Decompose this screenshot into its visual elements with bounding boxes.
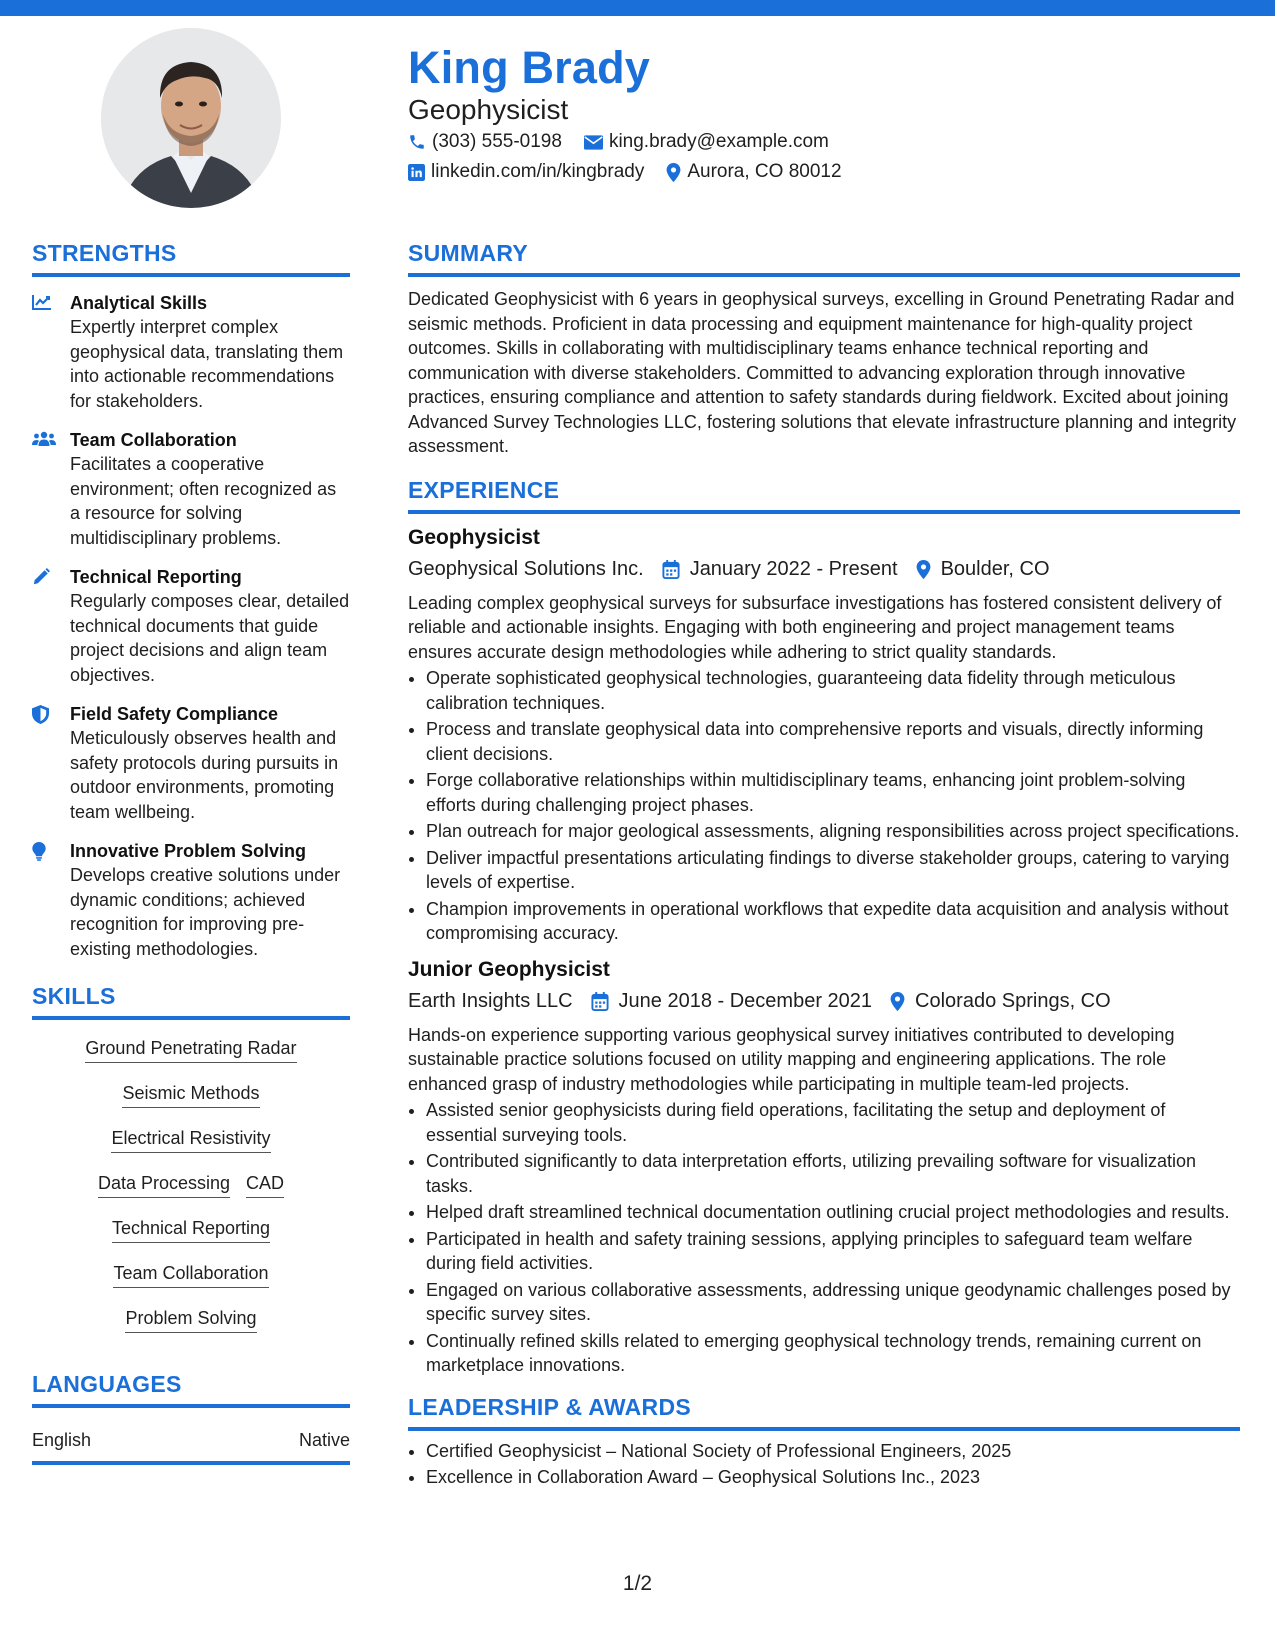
chart-line-icon <box>32 294 52 310</box>
list-item: • Deliver impactful presentations articulating findings to diverse stakeholder groups, catering to varying levels of expertise. <box>426 846 1240 895</box>
job-company: Earth Insights LLC <box>408 989 573 1012</box>
language-item <box>32 1430 350 1451</box>
summary-heading: SUMMARY <box>408 240 529 266</box>
skills-heading: SKILLS <box>32 983 116 1009</box>
envelope-icon <box>584 135 603 150</box>
skill-tag: Technical Reporting <box>112 1216 270 1243</box>
location-text: Aurora, CO 80012 <box>687 161 842 182</box>
contact-row-1 <box>408 131 851 153</box>
contact-row-2 <box>408 161 864 183</box>
location-contact <box>666 161 841 183</box>
section-divider <box>32 1016 350 1020</box>
phone-contact[interactable] <box>408 131 562 153</box>
skill-tag: Data Processing <box>98 1171 230 1198</box>
strength-item <box>32 428 350 550</box>
strength-description: Facilitates a cooperative environment; often recognized as a resource for solving multidisciplinary problems. <box>70 454 337 548</box>
linkedin-text: linkedin.com/in/kingbrady <box>431 161 645 182</box>
strength-description: Develops creative solutions under dynamic conditions; achieved recognition for improving pre-existing methodologies. <box>70 865 341 959</box>
strength-item <box>32 565 350 687</box>
map-pin-icon <box>916 560 931 579</box>
section-divider <box>32 273 350 277</box>
section-divider <box>408 1427 1240 1431</box>
job-entry <box>408 526 1240 946</box>
lightbulb-icon <box>32 842 46 861</box>
skills-list <box>32 1036 350 1333</box>
job-dates <box>591 990 873 1013</box>
summary-text: Dedicated Geophysicist with 6 years in geophysical surveys, excelling in Ground Penetrating Radar and seismic methods. Proficient in data processing and equipment maintenance for high-quality project outcomes. Skills in collaborating with multidisciplinary teams enhance technical reporting and communication with diverse stakeholders. Committed to advancing exploration through innovative practices, ensuring compliance and attention to safety standards during fieldwork. Excited about joining Advanced Survey Technologies LLC, fostering solutions that elevate infrastructure planning and integrity assessment. <box>408 289 1237 456</box>
strength-title: Analytical Skills <box>70 293 208 313</box>
job-meta <box>408 990 1240 1013</box>
job-bullets <box>408 1098 1240 1378</box>
linkedin-contact[interactable] <box>408 161 644 183</box>
strength-description: Meticulously observes health and safety protocols during pursuits in outdoor environments, promoting team wellbeing. <box>70 728 339 822</box>
job-dates-text: January 2022 - Present <box>689 557 898 580</box>
language-proficiency-bar <box>32 1461 350 1465</box>
strength-description: Expertly interpret complex geophysical data, translating them into actionable recommendations for stakeholders. <box>70 317 344 411</box>
language-name: English <box>32 1430 92 1450</box>
linkedin-icon <box>408 164 425 181</box>
skill-tag: Electrical Resistivity <box>111 1126 270 1153</box>
list-item: • Participated in health and safety training sessions, applying principles to safeguard team welfare during field activities. <box>426 1227 1240 1276</box>
strength-description: Regularly composes clear, detailed technical documents that guide project decisions and align team objectives. <box>70 591 350 685</box>
users-icon <box>32 431 56 447</box>
profile-photo <box>101 28 281 208</box>
job-entry <box>408 958 1240 1378</box>
list-item: • Contributed significantly to data interpretation efforts, utilizing prevailing software for visualization tasks. <box>426 1149 1240 1198</box>
list-item: • Operate sophisticated geophysical technologies, guaranteeing data fidelity through meticulous calibration techniques. <box>426 666 1240 715</box>
skill-tag: Seismic Methods <box>122 1081 259 1108</box>
job-location-text: Colorado Springs, CO <box>915 989 1111 1012</box>
awards-heading: LEADERSHIP & AWARDS <box>408 1393 692 1420</box>
job-title: Junior Geophysicist <box>408 957 610 981</box>
list-item: • Continually refined skills related to emerging geophysical technology trends, remaining current on marketplace innovations. <box>426 1329 1240 1378</box>
skill-tag: Problem Solving <box>125 1306 256 1333</box>
job-location-text: Boulder, CO <box>940 557 1050 580</box>
section-divider <box>408 273 1240 277</box>
list-item: • Certified Geophysicist – National Society of Professional Engineers, 2025 <box>426 1439 1240 1464</box>
list-item: • Excellence in Collaboration Award – Geophysical Solutions Inc., 2023 <box>426 1465 1240 1490</box>
list-item: • Assisted senior geophysicists during field operations, facilitating the setup and deployment of essential surveying tools. <box>426 1098 1240 1147</box>
job-summary: Hands-on experience supporting various geophysical survey initiatives contributed to developing sustainable practice solutions focused on utility mapping and engineering applications. The role enhanced grasp of industry methodologies while participating in multiple team-led projects. <box>408 1024 1175 1094</box>
strength-title: Field Safety Compliance <box>70 704 279 724</box>
section-divider <box>32 1404 350 1408</box>
job-meta <box>408 558 1240 581</box>
email-text: king.brady@example.com <box>608 131 829 152</box>
skill-tag: Team Collaboration <box>113 1261 268 1288</box>
skill-tag: Ground Penetrating Radar <box>85 1036 296 1063</box>
strengths-heading: STRENGTHS <box>32 240 177 266</box>
list-item: • Process and translate geophysical data into comprehensive reports and visuals, directly informing client decisions. <box>426 717 1240 766</box>
experience-heading: EXPERIENCE <box>408 476 560 503</box>
email-contact[interactable] <box>584 131 829 153</box>
job-location <box>890 990 1111 1013</box>
list-item: • Helped draft streamlined technical documentation outlining crucial project methodologies and results. <box>426 1200 1240 1225</box>
section-divider <box>408 510 1240 514</box>
candidate-name: King Brady <box>408 42 651 93</box>
languages-heading: LANGUAGES <box>32 1371 182 1397</box>
map-pin-icon <box>890 992 905 1011</box>
strength-title: Innovative Problem Solving <box>70 841 307 861</box>
job-bullets <box>408 666 1240 946</box>
job-dates <box>662 558 898 581</box>
job-dates-text: June 2018 - December 2021 <box>618 989 873 1012</box>
list-item: • Champion improvements in operational workflows that expedite data acquisition and analysis without compromising accuracy. <box>426 897 1240 946</box>
map-pin-icon <box>666 163 681 182</box>
strength-title: Team Collaboration <box>70 430 237 450</box>
job-location <box>916 558 1050 581</box>
phone-icon <box>408 133 426 151</box>
top-accent-bar <box>0 0 1275 16</box>
strength-item <box>32 839 350 961</box>
awards-list <box>408 1439 1240 1490</box>
strength-item <box>32 702 350 824</box>
page-number: 1/2 <box>622 1572 653 1595</box>
calendar-icon <box>591 992 609 1011</box>
strength-title: Technical Reporting <box>70 567 242 587</box>
candidate-title: Geophysicist <box>408 94 569 125</box>
language-level: Native <box>298 1430 350 1450</box>
job-title: Geophysicist <box>408 525 540 549</box>
skill-tag: CAD <box>246 1171 284 1198</box>
job-company: Geophysical Solutions Inc. <box>408 557 644 580</box>
calendar-icon <box>662 560 680 579</box>
phone-text: (303) 555-0198 <box>432 131 562 152</box>
list-item: • Engaged on various collaborative assessments, addressing unique geodynamic challenges posed by specific survey sites. <box>426 1278 1240 1327</box>
left-column <box>32 240 350 1465</box>
list-item: • Plan outreach for major geological assessments, aligning responsibilities across project specifications. <box>426 819 1240 844</box>
shield-icon <box>32 705 49 724</box>
strengths-list <box>32 291 350 961</box>
list-item: • Forge collaborative relationships within multidisciplinary teams, enhancing joint problem-solving efforts during challenging project phases. <box>426 768 1240 817</box>
right-column <box>408 240 1240 1492</box>
pencil-icon <box>32 568 50 586</box>
strength-item <box>32 291 350 413</box>
job-summary: Leading complex geophysical surveys for subsurface investigations has fostered consistent delivery of reliable and actionable insights. Engaging with both engineering and project management teams ensures accurate design methodologies while adhering to strict quality standards. <box>408 592 1222 662</box>
